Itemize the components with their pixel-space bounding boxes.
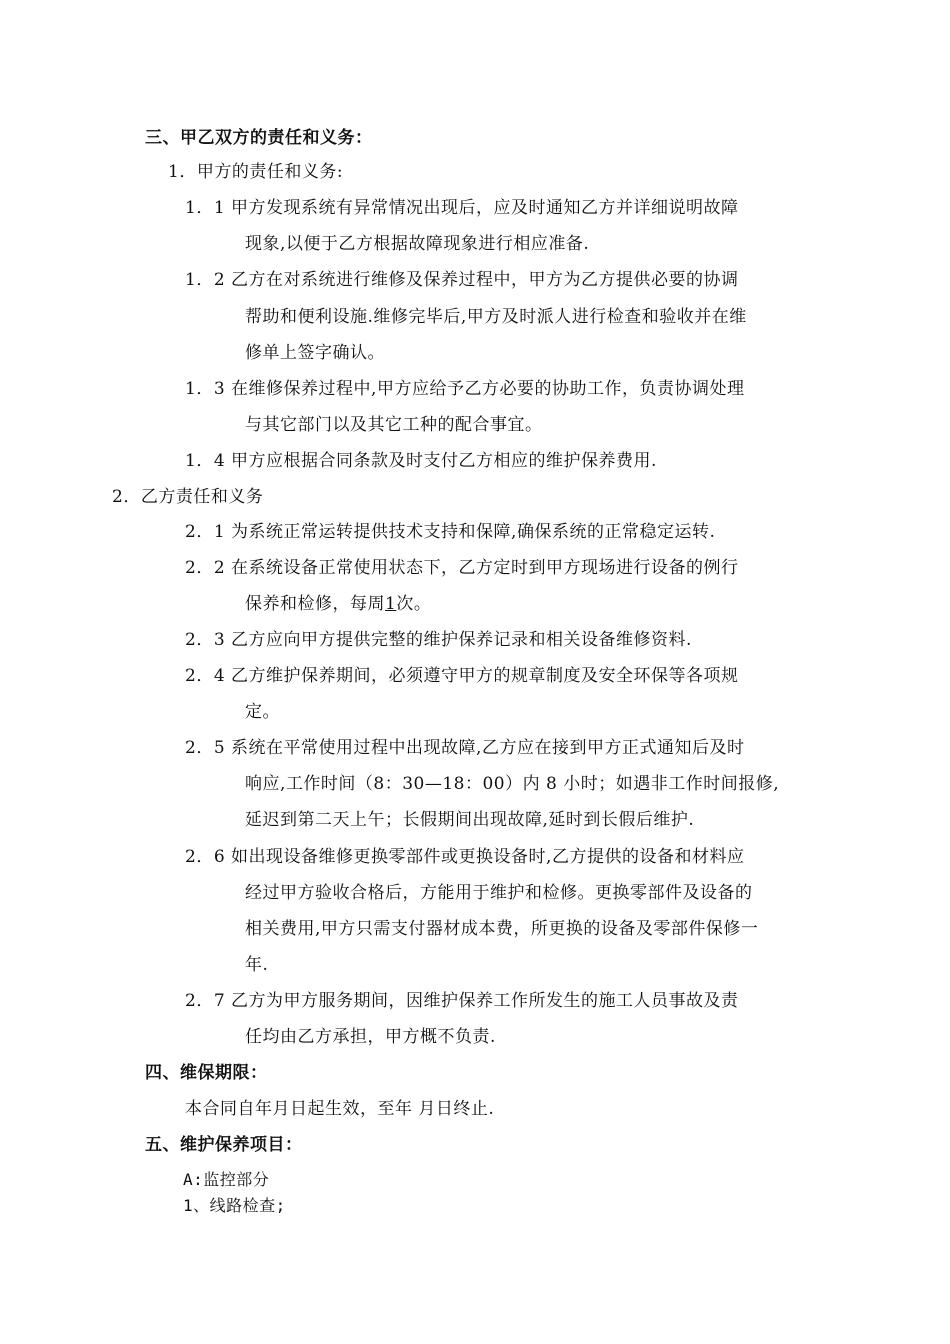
clause-1-4-line-1 — [185, 449, 657, 473]
clause-2-6-line-2: 经过甲方验收合格后，方能用于维护和检修。更换零部件及设备的 — [245, 883, 753, 903]
clause-number: 2．5 — [185, 738, 226, 758]
clause-number: 2．7 — [185, 991, 226, 1011]
frequency-value: 1 — [385, 594, 397, 614]
clause-2-1-line-1 — [185, 520, 715, 544]
clause-text: 为系统正常运转提供技术支持和保障,确保系统的正常稳定运转. — [231, 522, 716, 542]
clause-2-7-line-1 — [185, 989, 739, 1013]
clause-text: 乙方在对系统进行维修及保养过程中，甲方为乙方提供必要的协调 — [231, 270, 739, 290]
clause-number: 2．6 — [185, 847, 226, 867]
clause-text: 系统在平常使用过程中出现故障,乙方应在接到甲方正式通知后及时 — [231, 738, 745, 758]
clause-text: 乙方应向甲方提供完整的维护保养记录和相关设备维修资料. — [231, 630, 692, 650]
clause-number: 1．2 — [185, 270, 226, 290]
section-3-1-title: 1．甲方的责任和义务: — [168, 162, 344, 182]
clause-1-1-line-2: 现象,以便于乙方根据故障现象进行相应准备. — [245, 234, 590, 254]
clause-number: 2．4 — [185, 666, 226, 686]
section-4-heading: 四、维保期限： — [145, 1063, 268, 1083]
clause-1-3-line-2: 与其它部门以及其它工种的配合事宜。 — [245, 415, 543, 435]
clause-2-6-line-3: 相关费用,甲方只需支付器材成本费，所更换的设备及零部件保修一 — [245, 919, 759, 939]
clause-1-2-line-3: 修单上签字确认。 — [245, 343, 385, 363]
section-4-text: 本合同自年月日起生效，至年 月日终止. — [185, 1099, 495, 1119]
clause-number: 1．4 — [185, 451, 226, 471]
clause-text: 如出现设备维修更换零部件或更换设备时,乙方提供的设备和材料应 — [231, 847, 745, 867]
clause-number: 1．1 — [185, 198, 226, 218]
clause-2-7-line-2: 任均由乙方承担，甲方概不负责. — [245, 1027, 496, 1047]
clause-text: 乙方维护保养期间，必须遵守甲方的规章制度及安全环保等各项规 — [231, 666, 739, 686]
clause-1-2-line-1 — [185, 268, 739, 292]
clause-1-2-line-2: 帮助和便利设施.维修完毕后,甲方及时派人进行检查和验收并在维 — [245, 307, 747, 327]
clause-1-3-line-1 — [185, 377, 744, 401]
clause-number: 1．3 — [185, 379, 226, 399]
clause-text: 在系统设备正常使用状态下，乙方定时到甲方现场进行设备的例行 — [231, 558, 739, 578]
clause-2-2-line-2 — [245, 592, 431, 616]
clause-2-4-line-2: 定。 — [245, 702, 280, 722]
clause-2-5-line-1 — [185, 736, 744, 760]
clause-text: 甲方发现系统有异常情况出现后，应及时通知乙方并详细说明故障 — [231, 198, 739, 218]
section-3-2-title: 2．乙方责任和义务 — [112, 487, 264, 507]
clause-number: 2．3 — [185, 630, 226, 650]
clause-2-4-line-1 — [185, 664, 739, 688]
section-5-item-a1: 1、线路检查; — [183, 1196, 286, 1215]
clause-2-5-line-3: 延迟到第二天上午；长假期间出现故障,延时到长假后维护. — [245, 810, 695, 830]
clause-2-5-line-2: 响应,工作时间（8：30—18：00）内 8 小时；如遇非工作时间报修, — [245, 774, 780, 794]
section-5-item-a: A:监控部分 — [183, 1170, 270, 1189]
clause-1-1-line-1 — [185, 196, 739, 220]
clause-2-2-line-1 — [185, 556, 739, 580]
clause-2-6-line-4: 年. — [245, 955, 269, 975]
section-3-heading: 三、甲乙双方的责任和义务： — [145, 128, 373, 148]
clause-number: 2．2 — [185, 558, 226, 578]
clause-text: 甲方应根据合同条款及时支付乙方相应的维护保养费用. — [231, 451, 657, 471]
clause-2-6-line-1 — [185, 845, 744, 869]
section-5-heading: 五、维护保养项目： — [145, 1135, 303, 1155]
clause-text: 保养和检修，每周 — [245, 594, 385, 614]
clause-2-3-line-1 — [185, 628, 692, 652]
clause-text: 次。 — [396, 594, 432, 614]
clause-text: 在维修保养过程中,甲方应给予乙方必要的协助工作，负责协调处理 — [231, 379, 745, 399]
clause-text: 乙方为甲方服务期间，因维护保养工作所发生的施工人员事故及责 — [231, 991, 739, 1011]
clause-number: 2．1 — [185, 522, 226, 542]
